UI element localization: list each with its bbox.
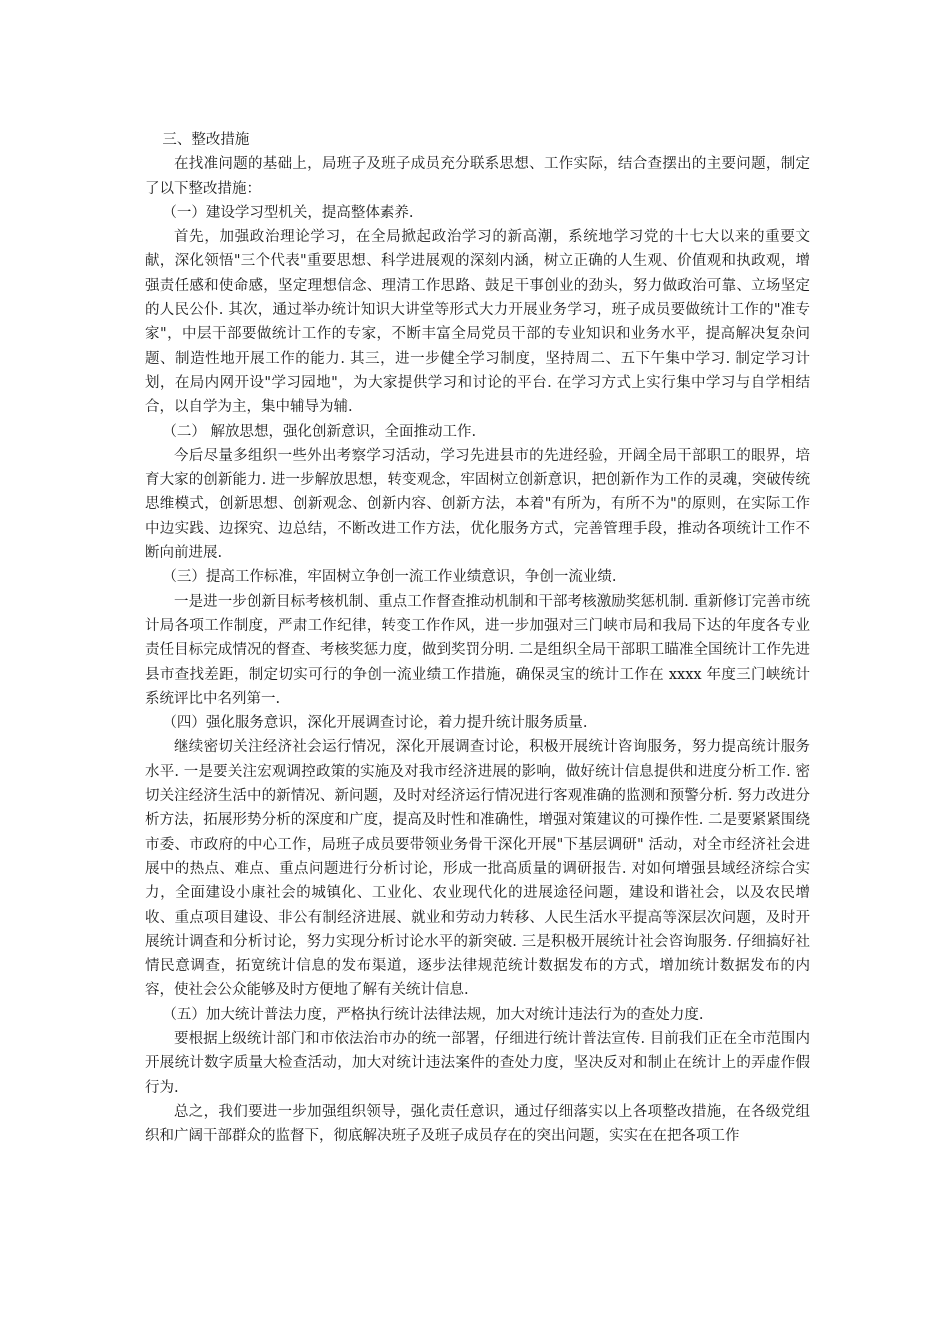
section-title: 三、整改措施 (162, 132, 250, 148)
measure-1-heading: （一）建设学习型机关，提高整体素养. (162, 204, 414, 221)
measure-2-heading: （二） 解放思想，强化创新意识，全面推动工作. (162, 423, 477, 440)
measure-5-body: 要根据上级统计部门和市依法治市办的统一部署，仔细进行统计普法宣传. 目前我们正在全市范围内开展统计数字质量大检查活动，加大对统计违法案件的查处力度，坚决反对和制止在统计上的弄虚作假行为. (145, 1030, 810, 1096)
measure-3-heading: （三）提高工作标准，牢固树立争创一流工作业绩意识，争创一流业绩. (162, 569, 617, 586)
measure-2-body: 今后尽量多组织一些外出考察学习活动，学习先进县市的先进经验，开阔全局干部职工的眼界，培育大家的创新能力. 进一步解放思想，转变观念，牢固树立创新意识，把创新作为工作的灵魂，突破传统思维模式，创新思想、创新观念、创新内容、创新方法，本着"有所为，有所不为"的原则，在实际工作中边实践、边探究、边总结，不断改进工作方法，优化服务方式，完善管理手段，推动各项统计工作不断向前进展. (145, 447, 810, 562)
conclusion-paragraph: 总之，我们要进一步加强组织领导，强化责任意识，通过仔细落实以上各项整改措施，在各级党组织和广阔干部群众的监督下，彻底解决班子及班子成员存在的突出问题，实实在在把各项工作 (145, 1103, 810, 1145)
measure-4-body: 继续密切关注经济社会运行情况，深化开展调查讨论，积极开展统计咨询服务，努力提高统计服务水平. 一是要关注宏观调控政策的实施及对我市经济进展的影响，做好统计信息提供和进度分析工作. 密切关注经济生活中的新情况、新问题，及时对经济运行情况进行客观准确的监测和预警分析. 努力改进分析方法，拓展形势分析的深度和广度，提高及时性和准确性，增强对策建议的可操作性. 二是要紧紧围绕市委、市政府的中心工作，局班子成员要带领业务骨干深化开展"下基层调研" 活动，对全市经济社会进展中的热点、难点、重点问题进行分析讨论，形成一批高质量的调研报告. 对如何增强县域经济综合实力，全面建设小康社会的城镇化、工业化、农业现代化的进展途径问题，建设和谐社会，以及农民增收、重点项目建设、非公有制经济进展、就业和劳动力转移、人民生活水平提高等深层次问题，及时开展统计调查和分析讨论，努力实现分析讨论水平的新突破. 三是积极开展统计社会咨询服务. 仔细搞好社情民意调查，拓宽统计信息的发布渠道，逐步法律规范统计数据发布的方式，增加统计数据发布的内容，使社会公众能够及时方便地了解有关统计信息. (145, 739, 810, 999)
document-body (145, 128, 810, 1148)
measure-4-heading: （四）强化服务意识，深化开展调查讨论，着力提升统计服务质量. (162, 715, 588, 732)
measure-5-heading: （五）加大统计普法力度，严格执行统计法律法规，加大对统计违法行为的查处力度. (162, 1006, 704, 1023)
measure-3-body: 一是进一步创新目标考核机制、重点工作督查推动机制和干部考核激励奖惩机制. 重新修订完善市统计局各项工作制度，严肃工作纪律，转变工作作风，进一步加强对三门峡市局和我局下达的年度各专业责任目标完成情况的督查、考核奖惩力度，做到奖罚分明. 二是组织全局干部职工瞄准全国统计工作先进县市查找差距，制定切实可行的争创一流业绩工作措施，确保灵宝的统计工作在 xxxx 年度三门峡统计系统评比中名列第一. (145, 593, 810, 707)
intro-paragraph: 在找准问题的基础上，局班子及班子成员充分联系思想、工作实际，结合查摆出的主要问题，制定了以下整改措施： (145, 156, 810, 197)
measure-1-body: 首先，加强政治理论学习，在全局掀起政治学习的新高潮，系统地学习党的十七大以来的重要文献，深化领悟"三个代表"重要思想、科学进展观的深刻内涵，树立正确的人生观、价值观和执政观，增强责任感和使命感，坚定理想信念、理清工作思路、鼓足干事创业的劲头，努力做政治可靠、立场坚定的人民公仆. 其次，通过举办统计知识大讲堂等形式大力开展业务学习，班子成员要做统计工作的"准专家"，中层干部要做统计工作的专家，不断丰富全局党员干部的专业知识和业务水平，提高解决复杂问题、制造性地开展工作的能力. 其三，进一步健全学习制度，坚持周二、五下午集中学习. 制定学习计划，在局内网开设"学习园地"，为大家提供学习和讨论的平台. 在学习方式上实行集中学习与自学相结合，以自学为主，集中辅导为辅. (145, 229, 810, 416)
